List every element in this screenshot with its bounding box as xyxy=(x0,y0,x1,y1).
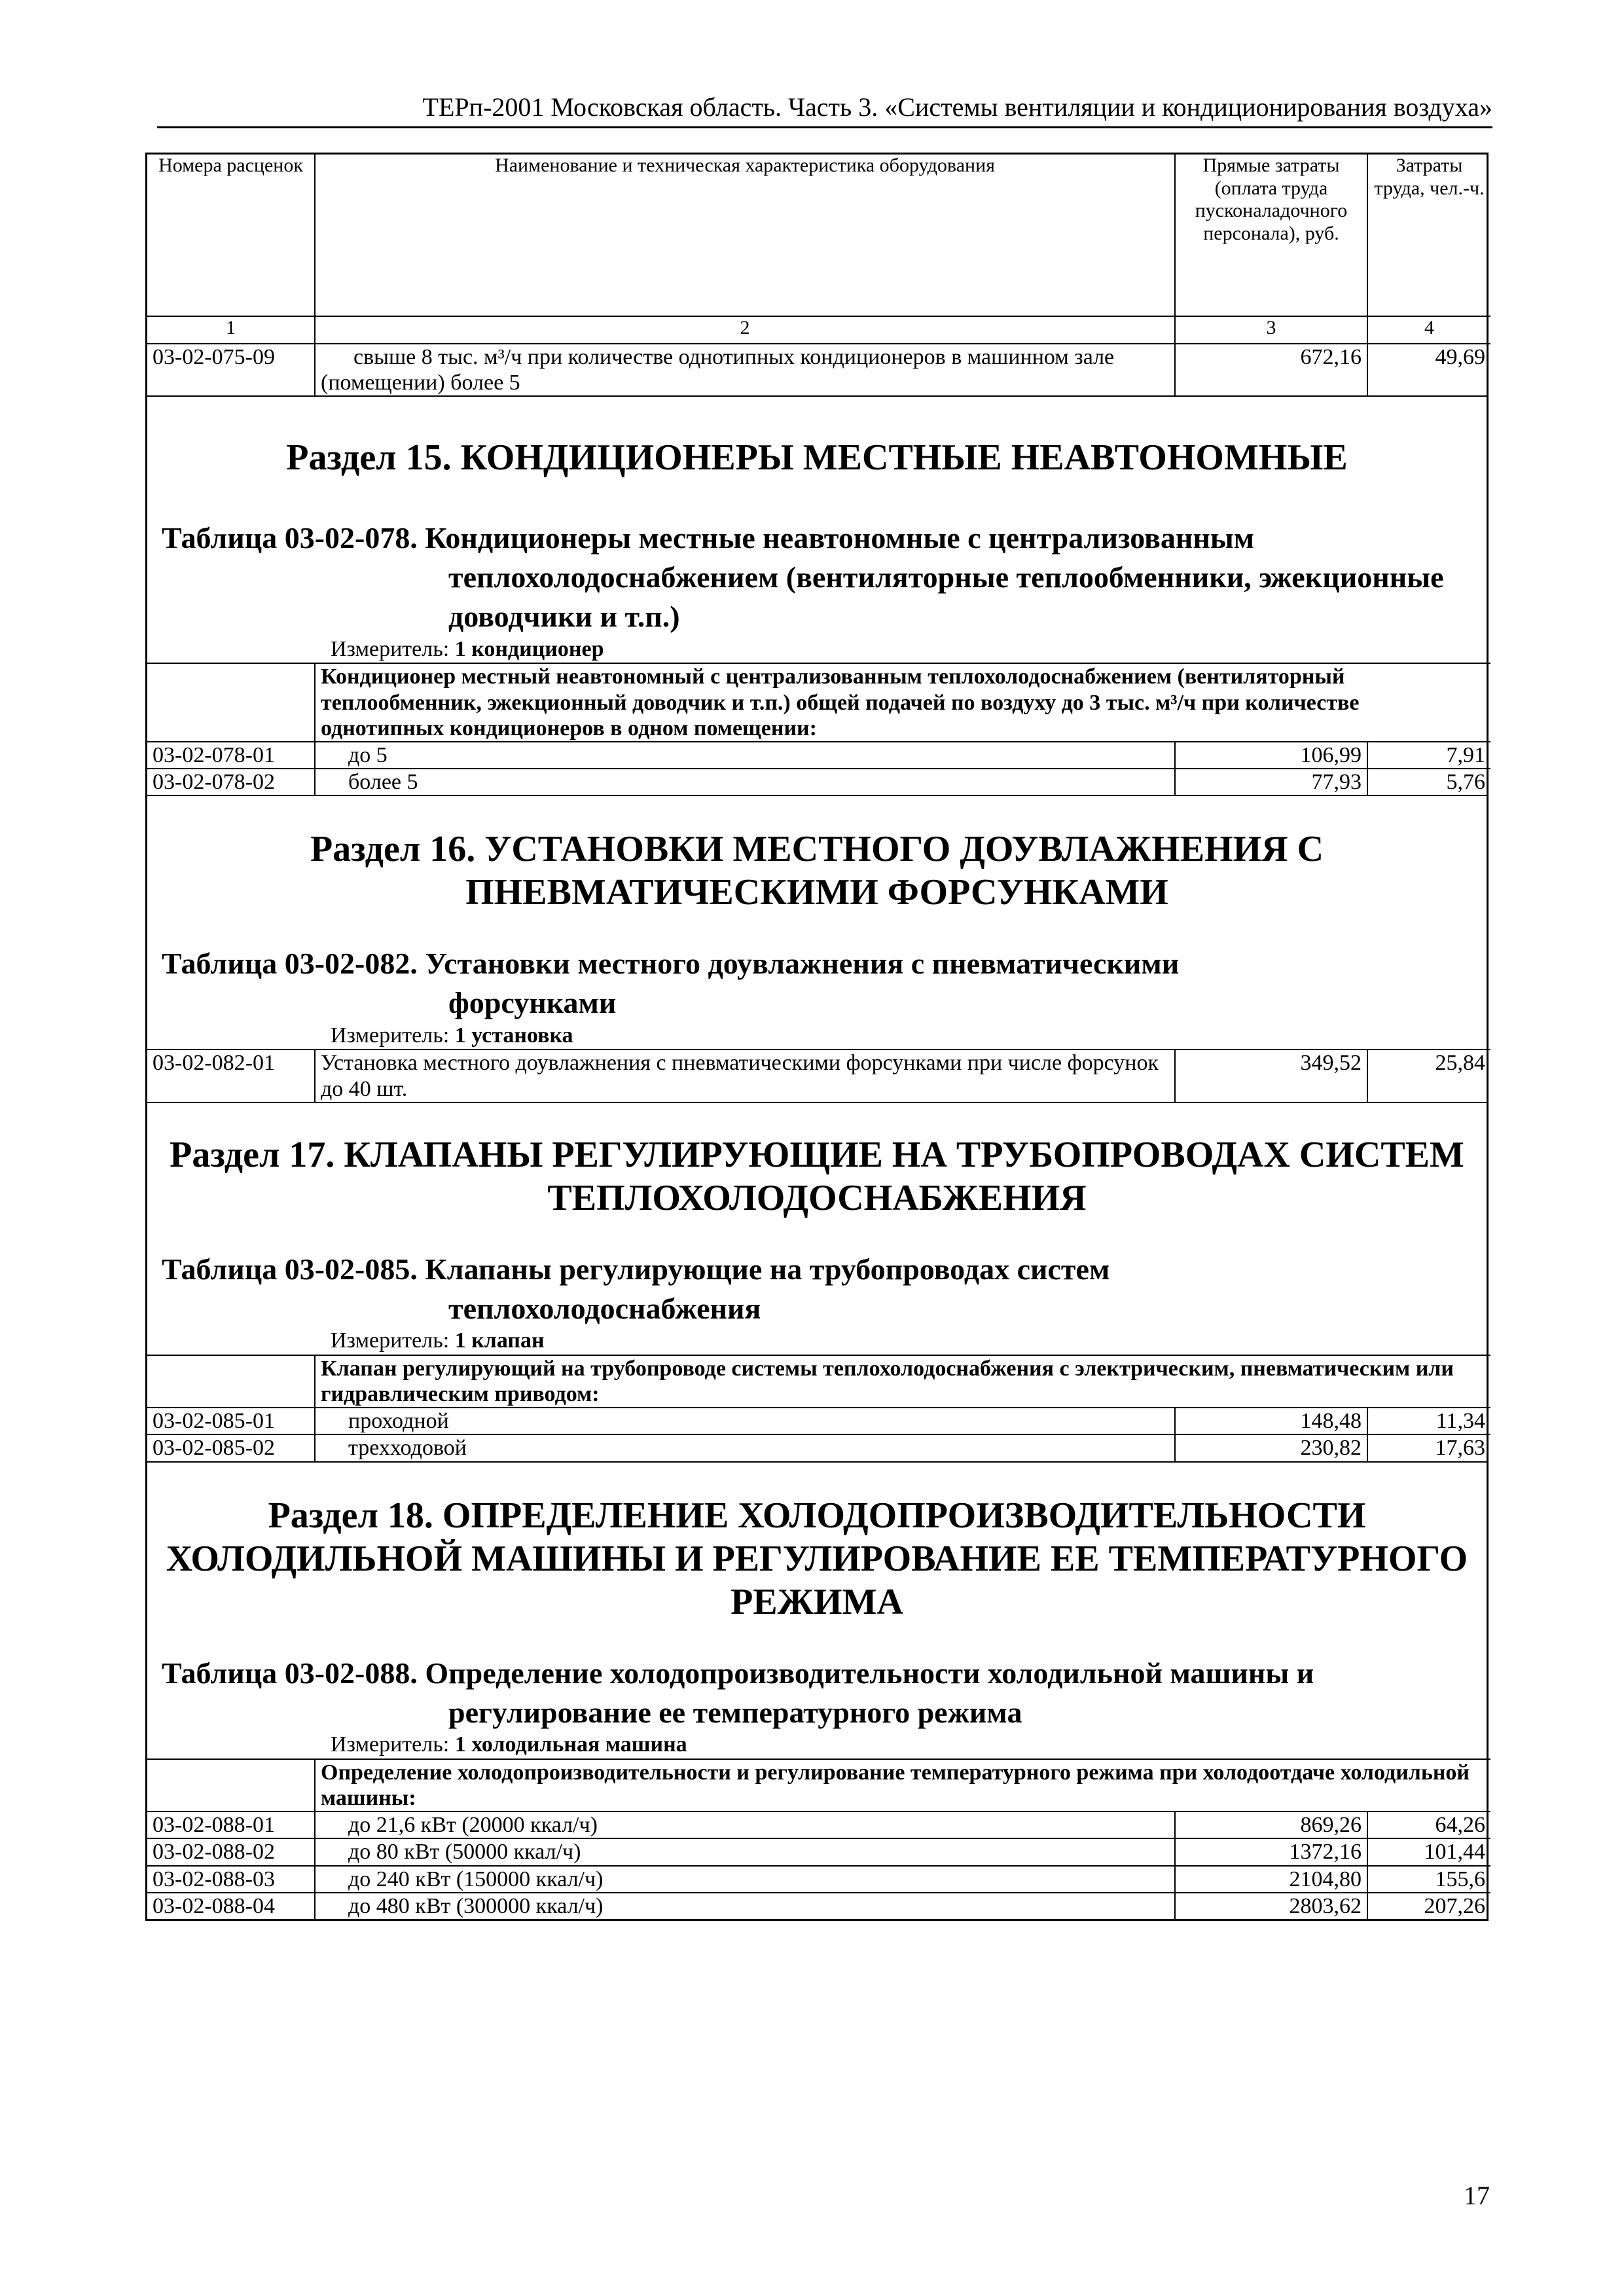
section-block xyxy=(147,395,1487,795)
section-rates-table xyxy=(147,663,1490,794)
rate-cost: 2104,80 xyxy=(1175,1866,1367,1893)
table-row xyxy=(147,1434,1490,1461)
price-grid xyxy=(147,155,1490,395)
table-title-continuation: форсунками xyxy=(448,985,617,1019)
section-block xyxy=(147,795,1487,1102)
rate-code: 03-02-088-03 xyxy=(147,1866,315,1893)
table-row xyxy=(147,1838,1490,1865)
measure-unit xyxy=(331,1732,1487,1758)
measure-value: 1 клапан xyxy=(454,1328,545,1353)
rate-labor: 64,26 xyxy=(1367,1812,1490,1838)
rate-labor: 155,6 xyxy=(1367,1866,1490,1893)
table-row xyxy=(147,344,1490,395)
rate-cost: 230,82 xyxy=(1175,1434,1367,1461)
rate-code: 03-02-075-09 xyxy=(147,344,315,395)
measure-value: 1 кондиционер xyxy=(454,636,604,661)
rate-labor: 11,34 xyxy=(1367,1408,1490,1434)
rate-labor: 5,76 xyxy=(1367,769,1490,795)
measure-unit xyxy=(331,636,1487,663)
table-title: Клапаны регулирующие на трубопроводах систем xyxy=(425,1252,1110,1286)
table-row xyxy=(147,1408,1490,1434)
rate-description: до 80 кВт (50000 ккал/ч) xyxy=(315,1838,1175,1865)
rate-description: более 5 xyxy=(315,769,1175,795)
table-title-continuation: теплохолодоснабжения xyxy=(448,1291,761,1325)
sections-container xyxy=(147,395,1487,1919)
table-title-continuation: теплохолодоснабжением (вентиляторные теплообменники, эжекционные доводчики и т.п.) xyxy=(448,560,1444,633)
measure-unit xyxy=(331,1328,1487,1355)
rate-description: проходной xyxy=(315,1408,1175,1434)
header-direct-cost: Прямые затраты (оплата труда пусконаладочного персонала), руб. xyxy=(1175,155,1367,316)
table-label: Таблица 03-02-088. xyxy=(162,1656,418,1690)
section-block xyxy=(147,1461,1487,1919)
rate-cost: 106,99 xyxy=(1175,742,1367,769)
section-title: Раздел 17. КЛАПАНЫ РЕГУЛИРУЮЩИЕ НА ТРУБОПРОВОДАХ СИСТЕМ ТЕПЛОХОЛОДОСНАБЖЕНИЯ xyxy=(170,1134,1464,1218)
rate-labor: 7,91 xyxy=(1367,742,1490,769)
table-label: Таблица 03-02-078. xyxy=(162,521,418,555)
section-rates-table xyxy=(147,1049,1490,1101)
group-description: Клапан регулирующий на трубопроводе системы теплохолодоснабжения с электрическим, пневматическим или гидравлическим приводом: xyxy=(315,1355,1490,1408)
rate-cost: 869,26 xyxy=(1175,1812,1367,1838)
column-number-row xyxy=(147,316,1490,344)
table-title-continuation: регулирование ее температурного режима xyxy=(448,1695,1022,1729)
rate-labor: 17,63 xyxy=(1367,1434,1490,1461)
rate-description: Установка местного доувлажнения с пневматическими форсунками при числе форсунок до 40 шт. xyxy=(315,1049,1175,1101)
rate-cost: 2803,62 xyxy=(1175,1893,1367,1919)
rate-code: 03-02-085-02 xyxy=(147,1434,315,1461)
rate-labor: 49,69 xyxy=(1367,344,1490,395)
rate-code: 03-02-078-02 xyxy=(147,769,315,795)
rate-cost: 672,16 xyxy=(1175,344,1367,395)
rate-code: 03-02-088-01 xyxy=(147,1812,315,1838)
table-row xyxy=(147,769,1490,795)
section-title: Раздел 16. УСТАНОВКИ МЕСТНОГО ДОУВЛАЖНЕНИЯ С ПНЕВМАТИЧЕСКИМИ ФОРСУНКАМИ xyxy=(310,828,1324,913)
rate-description: трехходовой xyxy=(315,1434,1175,1461)
header-name: Наименование и техническая характеристика оборудования xyxy=(315,155,1175,316)
running-header: ТЕРп-2001 Московская область. Часть 3. «Системы вентиляции и кондиционирования воздуха» xyxy=(157,92,1492,128)
rate-cost: 148,48 xyxy=(1175,1408,1367,1434)
measure-value: 1 холодильная машина xyxy=(454,1732,687,1757)
rate-description: до 21,6 кВт (20000 ккал/ч) xyxy=(315,1812,1175,1838)
rate-code: 03-02-088-02 xyxy=(147,1838,315,1865)
section-title: Раздел 18. ОПРЕДЕЛЕНИЕ ХОЛОДОПРОИЗВОДИТЕЛЬНОСТИ ХОЛОДИЛЬНОЙ МАШИНЫ И РЕГУЛИРОВАНИЕ ЕЕ ТЕМПЕРАТУРНОГО РЕЖИМА xyxy=(166,1495,1468,1622)
column-number: 4 xyxy=(1367,316,1490,344)
table-caption xyxy=(162,1654,1487,1732)
rate-cost: 77,93 xyxy=(1175,769,1367,795)
group-code-cell xyxy=(147,663,315,741)
group-row xyxy=(147,1355,1490,1408)
column-number: 3 xyxy=(1175,316,1367,344)
rate-description: до 480 кВт (300000 ккал/ч) xyxy=(315,1893,1175,1919)
section-title: Раздел 15. КОНДИЦИОНЕРЫ МЕСТНЫЕ НЕАВТОНОМНЫЕ xyxy=(286,437,1348,479)
group-description: Определение холодопроизводительности и регулирование температурного режима при холодоотдаче холодильной машины: xyxy=(315,1759,1490,1812)
table-row xyxy=(147,1049,1490,1101)
rate-cost: 1372,16 xyxy=(1175,1838,1367,1865)
header-labor: Затраты труда, чел.-ч. xyxy=(1367,155,1490,316)
rate-description: до 5 xyxy=(315,742,1175,769)
price-table xyxy=(145,153,1489,1921)
table-label: Таблица 03-02-082. xyxy=(162,947,418,981)
rate-code: 03-02-082-01 xyxy=(147,1049,315,1101)
rate-labor: 25,84 xyxy=(1367,1049,1490,1101)
rate-code: 03-02-088-04 xyxy=(147,1893,315,1919)
header-codes: Номера расценок xyxy=(147,155,315,316)
rate-cost: 349,52 xyxy=(1175,1049,1367,1101)
rate-labor: 101,44 xyxy=(1367,1838,1490,1865)
rate-description: свыше 8 тыс. м³/ч при количестве однотипных кондиционеров в машинном зале (помещении) более 5 xyxy=(315,344,1175,395)
group-code-cell xyxy=(147,1759,315,1812)
table-row xyxy=(147,1866,1490,1893)
table-label: Таблица 03-02-085. xyxy=(162,1252,418,1286)
table-caption xyxy=(162,944,1487,1023)
rate-code: 03-02-085-01 xyxy=(147,1408,315,1434)
table-title: Кондиционеры местные неавтономные с централизованным xyxy=(425,521,1255,555)
section-rates-table xyxy=(147,1355,1490,1461)
column-number: 2 xyxy=(315,316,1175,344)
table-row xyxy=(147,1812,1490,1838)
rate-code: 03-02-078-01 xyxy=(147,742,315,769)
section-block xyxy=(147,1102,1487,1461)
measure-label: Измеритель: xyxy=(331,636,450,661)
section-rates-table xyxy=(147,1758,1490,1919)
rate-labor: 207,26 xyxy=(1367,1893,1490,1919)
group-code-cell xyxy=(147,1355,315,1408)
table-title: Установки местного доувлажнения с пневматическими xyxy=(425,947,1180,981)
measure-value: 1 установка xyxy=(454,1023,573,1048)
table-row xyxy=(147,1893,1490,1919)
group-row xyxy=(147,663,1490,741)
table-caption xyxy=(162,1250,1487,1328)
measure-label: Измеритель: xyxy=(331,1732,450,1757)
rate-description: до 240 кВт (150000 ккал/ч) xyxy=(315,1866,1175,1893)
column-number: 1 xyxy=(147,316,315,344)
page-number: 17 xyxy=(1464,2181,1490,2210)
table-header-row xyxy=(147,155,1490,316)
table-row xyxy=(147,742,1490,769)
group-description: Кондиционер местный неавтономный с централизованным теплохолодоснабжением (вентиляторный теплообменник, эжекционный доводчик и т.п.) общей подачей по воздуху до 3 тыс. м³/ч при количестве однотипных кондиционеров в одном помещении: xyxy=(315,663,1490,741)
table-caption xyxy=(162,519,1487,636)
group-row xyxy=(147,1759,1490,1812)
measure-unit xyxy=(331,1023,1487,1049)
table-title: Определение холодопроизводительности холодильной машины и xyxy=(425,1656,1314,1690)
measure-label: Измеритель: xyxy=(331,1023,450,1048)
measure-label: Измеритель: xyxy=(331,1328,450,1353)
